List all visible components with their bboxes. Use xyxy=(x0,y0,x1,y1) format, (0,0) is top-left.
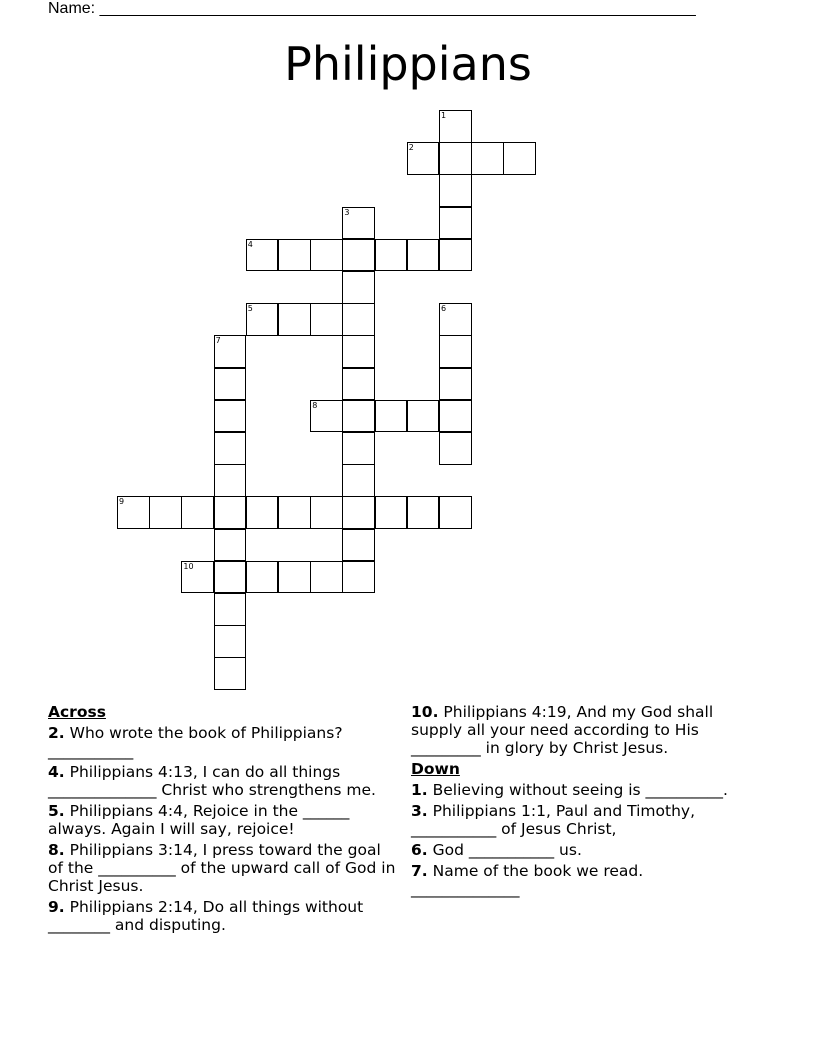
grid-cell[interactable] xyxy=(214,561,247,594)
grid-cell[interactable] xyxy=(214,529,247,562)
grid-cell[interactable] xyxy=(214,335,247,368)
clues-column-left xyxy=(48,703,398,937)
grid-cell[interactable] xyxy=(471,142,504,175)
grid-cell[interactable] xyxy=(439,110,472,143)
across-heading: Across xyxy=(48,703,106,721)
grid-cell[interactable] xyxy=(342,239,375,272)
grid-cell[interactable] xyxy=(439,207,472,240)
clue-number: 7. xyxy=(411,862,428,880)
down-heading: Down xyxy=(411,760,460,778)
clue-text: Philippians 1:1, Paul and Timothy, ___________ of Jesus Christ, xyxy=(411,802,695,838)
clue-text: Philippians 4:13, I can do all things ______________ Christ who strengthens me. xyxy=(48,763,376,799)
cell-number: 9 xyxy=(119,497,125,507)
grid-cell[interactable] xyxy=(439,239,472,272)
grid-cell[interactable] xyxy=(214,464,247,497)
clue-number: 6. xyxy=(411,841,428,859)
grid-cell[interactable] xyxy=(503,142,536,175)
clues-column-right xyxy=(411,703,751,901)
grid-cell[interactable] xyxy=(214,368,247,401)
grid-cell[interactable] xyxy=(439,368,472,401)
grid-cell[interactable] xyxy=(246,239,279,272)
grid-cell[interactable] xyxy=(278,496,311,529)
across-clue xyxy=(48,802,398,838)
clue-number: 5. xyxy=(48,802,65,820)
across-clue xyxy=(48,898,398,934)
grid-cell[interactable] xyxy=(342,529,375,562)
grid-cell[interactable] xyxy=(342,368,375,401)
grid-cell[interactable] xyxy=(439,335,472,368)
grid-cell[interactable] xyxy=(117,496,150,529)
clue-text: Philippians 2:14, Do all things without ________ and disputing. xyxy=(48,898,364,934)
clue-text: Philippians 4:4, Rejoice in the ______ always. Again I will say, rejoice! xyxy=(48,802,350,838)
grid-cell[interactable] xyxy=(246,561,279,594)
cell-number: 8 xyxy=(312,400,318,410)
grid-cell[interactable] xyxy=(342,271,375,304)
cell-number: 10 xyxy=(183,561,194,571)
grid-cell[interactable] xyxy=(342,561,375,594)
grid-cell[interactable] xyxy=(310,496,343,529)
down-clue xyxy=(411,802,751,838)
grid-cell[interactable] xyxy=(278,561,311,594)
cell-number: 5 xyxy=(247,304,253,314)
grid-cell[interactable] xyxy=(342,303,375,336)
clue-text: Philippians 3:14, I press toward the goal of the __________ of the upward call of God in Christ Jesus. xyxy=(48,841,396,895)
cell-number: 4 xyxy=(247,239,253,249)
clue-text: Believing without seeing is __________. xyxy=(432,781,728,799)
name-field-label: Name: ___________________________________________________________________ xyxy=(48,0,696,17)
grid-cell[interactable] xyxy=(375,400,408,433)
clue-number: 8. xyxy=(48,841,65,859)
across-clue xyxy=(48,724,398,760)
grid-cell[interactable] xyxy=(439,496,472,529)
cell-number: 7 xyxy=(215,336,221,346)
grid-cell[interactable] xyxy=(375,239,408,272)
grid-cell[interactable] xyxy=(214,400,247,433)
across-clue xyxy=(48,763,398,799)
cell-number: 3 xyxy=(344,207,350,217)
grid-cell[interactable] xyxy=(246,303,279,336)
grid-cell[interactable] xyxy=(407,142,440,175)
grid-cell[interactable] xyxy=(214,496,247,529)
grid-cell[interactable] xyxy=(439,174,472,207)
down-clue xyxy=(411,862,751,898)
across-clue xyxy=(411,703,751,757)
clue-number: 9. xyxy=(48,898,65,916)
clue-text: Name of the book we read. ______________ xyxy=(411,862,644,898)
grid-cell[interactable] xyxy=(342,432,375,465)
grid-cell[interactable] xyxy=(342,207,375,240)
grid-cell[interactable] xyxy=(214,657,247,690)
grid-cell[interactable] xyxy=(278,239,311,272)
grid-cell[interactable] xyxy=(310,303,343,336)
grid-cell[interactable] xyxy=(214,593,247,626)
clue-text: Philippians 4:19, And my God shall supply all your need according to His _________ in glory by Christ Jesus. xyxy=(411,703,714,757)
clue-number: 1. xyxy=(411,781,428,799)
grid-cell[interactable] xyxy=(407,400,440,433)
grid-cell[interactable] xyxy=(181,561,214,594)
cell-number: 1 xyxy=(441,111,447,120)
grid-cell[interactable] xyxy=(310,400,343,433)
clue-number: 2. xyxy=(48,724,65,742)
grid-cell[interactable] xyxy=(407,239,440,272)
grid-cell[interactable] xyxy=(310,561,343,594)
down-clue xyxy=(411,841,751,859)
across-clue xyxy=(48,841,398,895)
grid-cell[interactable] xyxy=(214,432,247,465)
grid-cell[interactable] xyxy=(246,496,279,529)
grid-cell[interactable] xyxy=(342,496,375,529)
grid-cell[interactable] xyxy=(149,496,182,529)
grid-cell[interactable] xyxy=(214,625,247,658)
clue-number: 4. xyxy=(48,763,65,781)
cell-number: 2 xyxy=(408,143,414,153)
grid-cell[interactable] xyxy=(439,142,472,175)
grid-cell[interactable] xyxy=(278,303,311,336)
grid-cell[interactable] xyxy=(439,303,472,336)
grid-cell[interactable] xyxy=(439,432,472,465)
down-clue xyxy=(411,781,751,799)
page-title: Philippians xyxy=(284,37,532,91)
grid-cell[interactable] xyxy=(407,496,440,529)
grid-cell[interactable] xyxy=(342,400,375,433)
clue-number: 3. xyxy=(411,802,428,820)
grid-cell[interactable] xyxy=(342,335,375,368)
clue-number: 10. xyxy=(411,703,439,721)
clue-text: Who wrote the book of Philippians? ___________ xyxy=(48,724,343,760)
cell-number: 6 xyxy=(441,304,447,314)
clue-text: God ___________ us. xyxy=(432,841,582,859)
grid-cell[interactable] xyxy=(181,496,214,529)
grid-cell[interactable] xyxy=(439,400,472,433)
grid-cell[interactable] xyxy=(375,496,408,529)
grid-cell[interactable] xyxy=(342,464,375,497)
grid-cell[interactable] xyxy=(310,239,343,272)
